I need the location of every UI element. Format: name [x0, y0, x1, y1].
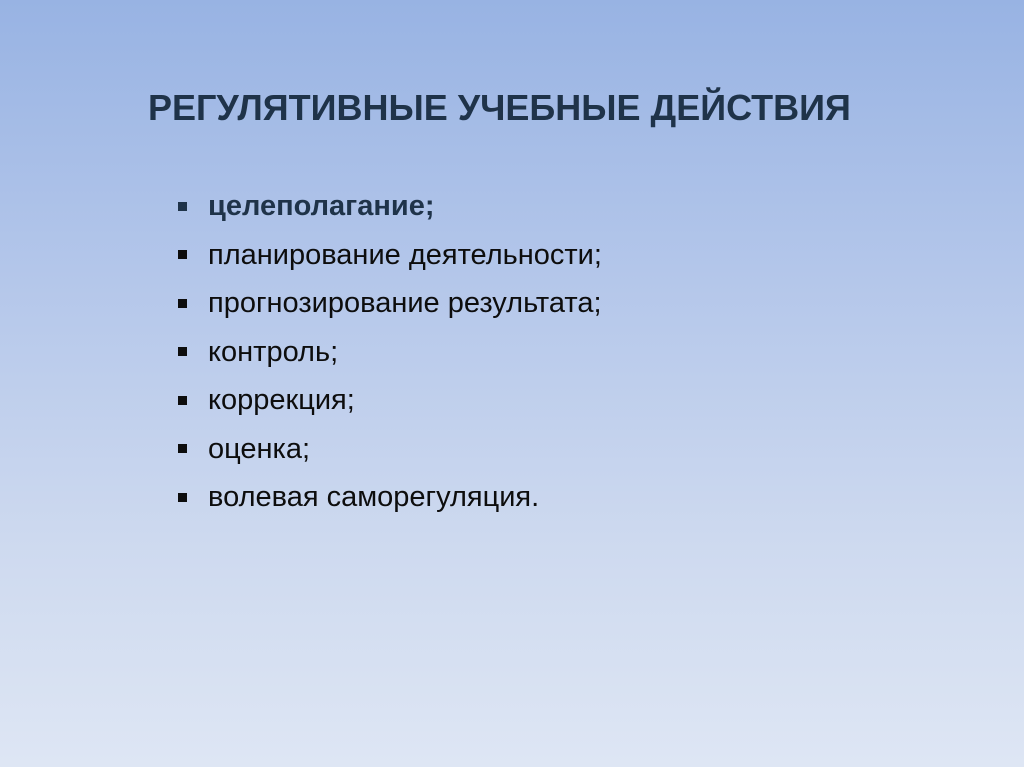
- square-bullet-icon: [178, 444, 187, 453]
- list-item: [178, 182, 602, 231]
- list-item-text: целеполагание;: [208, 190, 435, 223]
- bullet-list: [178, 182, 602, 522]
- list-item: [178, 473, 602, 522]
- square-bullet-icon: [178, 396, 187, 405]
- square-bullet-icon: [178, 202, 187, 211]
- list-item-text: планирование деятельности;: [208, 238, 602, 271]
- list-item-text: прогнозирование результата;: [208, 287, 602, 320]
- list-item: [178, 279, 602, 328]
- list-item-text: коррекция;: [208, 384, 355, 417]
- square-bullet-icon: [178, 299, 187, 308]
- list-item-text: контроль;: [208, 335, 339, 368]
- list-item: [178, 328, 602, 377]
- list-item: [178, 376, 602, 425]
- square-bullet-icon: [178, 250, 187, 259]
- list-item-text: волевая саморегуляция.: [208, 481, 540, 514]
- list-item: [178, 231, 602, 280]
- list-item-text: оценка;: [208, 432, 311, 465]
- list-item: [178, 425, 602, 474]
- square-bullet-icon: [178, 493, 187, 502]
- slide-title: РЕГУЛЯТИВНЫЕ УЧЕБНЫЕ ДЕЙСТВИЯ: [148, 87, 851, 128]
- square-bullet-icon: [178, 347, 187, 356]
